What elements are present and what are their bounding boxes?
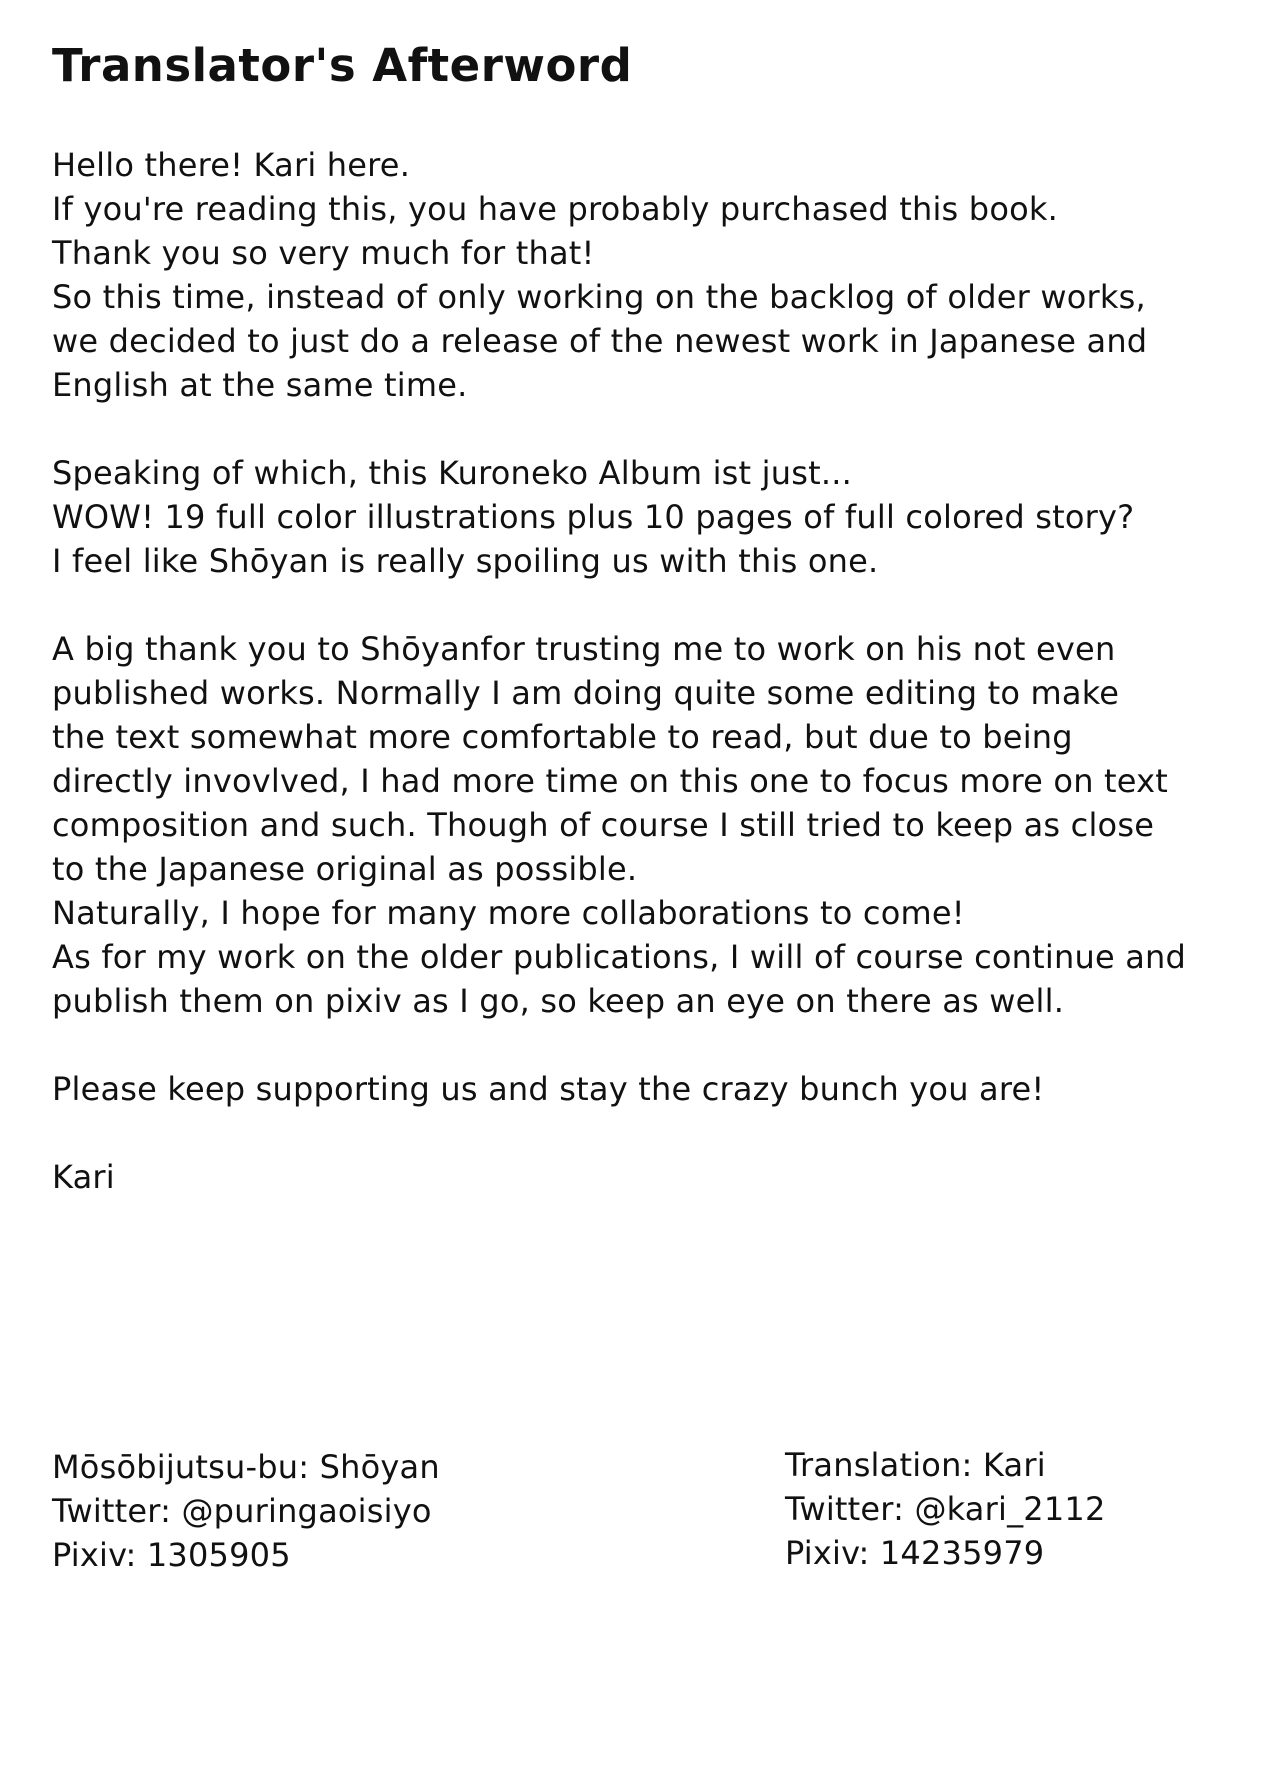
paragraph-1-line-6: English at the same time. — [52, 366, 468, 404]
afterword-body — [52, 143, 1242, 1199]
translator-twitter: Twitter: @kari_2112 — [785, 1490, 1106, 1528]
paragraph-2-line-3: I feel like Shōyan is really spoiling us with this one. — [52, 542, 879, 580]
translator-pixiv: Pixiv: 14235979 — [785, 1534, 1045, 1572]
paragraph-spacer — [52, 1023, 1242, 1067]
paragraph-spacer — [52, 407, 1242, 451]
translator-credits — [785, 1443, 1106, 1575]
paragraph-spacer — [52, 583, 1242, 627]
paragraph-3-line-3: the text somewhat more comfortable to read, but due to being — [52, 718, 1073, 756]
author-name: Mōsōbijutsu-bu: Shōyan — [52, 1448, 440, 1486]
paragraph-1-line-3: Thank you so very much for that! — [52, 234, 595, 272]
paragraph-3-line-7: Naturally, I hope for many more collaborations to come! — [52, 894, 965, 932]
paragraph-spacer — [52, 1111, 1242, 1155]
author-twitter: Twitter: @puringaoisiyo — [52, 1492, 432, 1530]
paragraph-1-line-5: we decided to just do a release of the newest work in Japanese and — [52, 322, 1148, 360]
paragraph-2-line-1: Speaking of which, this Kuroneko Album ist just... — [52, 454, 852, 492]
author-credits — [52, 1445, 440, 1577]
author-pixiv: Pixiv: 1305905 — [52, 1536, 291, 1574]
paragraph-3-line-4: directly invovlved, I had more time on this one to focus more on text — [52, 762, 1169, 800]
paragraph-3-line-8: As for my work on the older publications, I will of course continue and — [52, 938, 1187, 976]
paragraph-1-line-1: Hello there! Kari here. — [52, 146, 411, 184]
translator-name: Translation: Kari — [785, 1446, 1046, 1484]
paragraph-3-line-1: A big thank you to Shōyanfor trusting me to work on his not even — [52, 630, 1116, 668]
paragraph-3-line-9: publish them on pixiv as I go, so keep an eye on there as well. — [52, 982, 1065, 1020]
paragraph-3-line-5: composition and such. Though of course I still tried to keep as close — [52, 806, 1155, 844]
paragraph-4-line-1: Please keep supporting us and stay the crazy bunch you are! — [52, 1070, 1045, 1108]
signature: Kari — [52, 1158, 115, 1196]
paragraph-1-line-2: If you're reading this, you have probably purchased this book. — [52, 190, 1058, 228]
page-title: Translator's Afterword — [52, 39, 633, 92]
paragraph-3-line-6: to the Japanese original as possible. — [52, 850, 638, 888]
paragraph-3-line-2: published works. Normally I am doing quite some editing to make — [52, 674, 1120, 712]
paragraph-2-line-2: WOW! 19 full color illustrations plus 10 pages of full colored story? — [52, 498, 1135, 536]
paragraph-1-line-4: So this time, instead of only working on the backlog of older works, — [52, 278, 1146, 316]
